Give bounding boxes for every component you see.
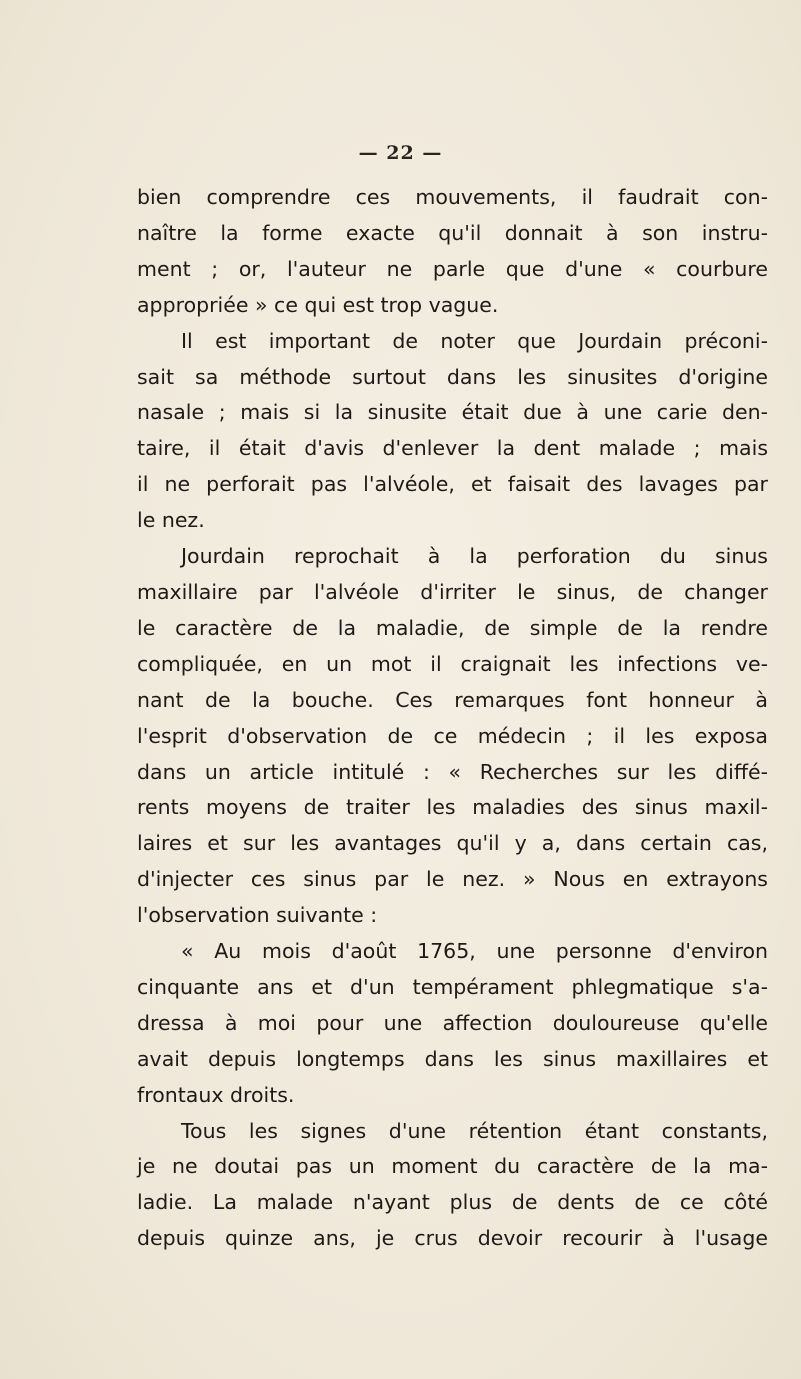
text-line: ladie. La malade n'ayant plus de dents de ce côté [137,1190,768,1215]
text-line: compliquée, en un mot il craignait les infections ve- [137,651,768,676]
text-line: naître la forme exacte qu'il donnait à son instru- [137,220,768,245]
text-line: rents moyens de traiter les maladies des sinus maxil- [137,795,768,820]
text-line: maxillaire par l'alvéole d'irriter le sinus, de changer [137,579,768,604]
text-line: je ne doutai pas un moment du caractère de la ma- [137,1154,768,1179]
text-line: l'esprit d'observation de ce médecin ; il les exposa [137,723,768,748]
text-line: Jourdain reprochait à la perforation du sinus [181,544,768,569]
text-line: nasale ; mais si la sinusite était due à une carie den- [137,400,768,425]
text-line: depuis quinze ans, je crus devoir recourir à l'usage [137,1226,768,1251]
text-line: avait depuis longtemps dans les sinus maxillaires et [137,1046,768,1071]
text-line: dans un article intitulé : « Recherches sur les diffé- [137,759,768,784]
text-line: le caractère de la maladie, de simple de la rendre [137,615,768,640]
text-line: bien comprendre ces mouvements, il faudrait con- [137,185,768,209]
text-line: laires et sur les avantages qu'il y a, dans certain cas, [137,831,768,856]
text-line: cinquante ans et d'un tempérament phlegmatique s'a- [137,974,768,999]
text-line: « Au mois d'août 1765, une personne d'environ [181,939,768,964]
body-text [137,180,768,1257]
text-line: Il est important de noter que Jourdain préconi- [181,328,768,353]
text-line: dressa à moi pour une affection douloureuse qu'elle [137,1010,768,1035]
text-line: taire, il était d'avis d'enlever la dent malade ; mais [137,436,768,461]
text-line: Tous les signes d'une rétention étant constants, [181,1118,768,1143]
page-number: — 22 — [358,142,443,164]
text-line: nant de la bouche. Ces remarques font honneur à [137,687,768,712]
text-line: frontaux droits. [137,1082,295,1107]
text-line: sait sa méthode surtout dans les sinusites d'origine [137,364,768,389]
text-line: d'injecter ces sinus par le nez. » Nous en extrayons [137,867,768,892]
text-line: le nez. [137,508,205,533]
text-line: l'observation suivante : [137,903,378,928]
text-line: il ne perforait pas l'alvéole, et faisait des lavages par [137,472,768,497]
text-line: appropriée » ce qui est trop vague. [137,292,499,317]
text-line: ment ; or, l'auteur ne parle que d'une « courbure [137,256,768,281]
